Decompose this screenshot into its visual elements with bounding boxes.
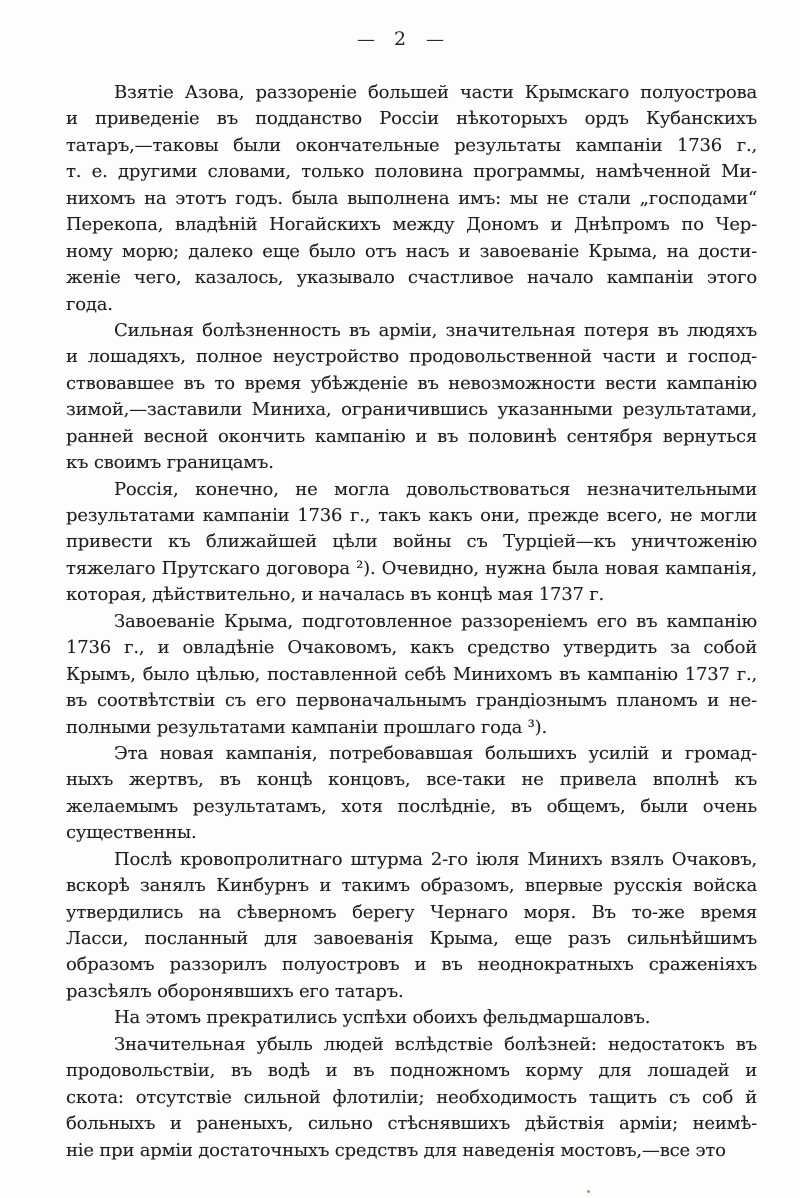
ink-speck	[587, 1190, 590, 1193]
text-line: и приведеніе въ подданство Россіи нѣкоторыхъ ордъ Кубанскихъ	[66, 108, 757, 130]
text-line: Послѣ кровопролитнаго штурма 2-го іюля Минихъ взялъ Очаковъ,	[114, 848, 757, 870]
text-line: утвердились на сѣверномъ берегу Чернаго моря. Въ то-же время	[66, 901, 757, 923]
text-line: существенны.	[66, 822, 197, 844]
text-line: разсѣялъ оборонявшихъ его татаръ.	[66, 980, 404, 1002]
paragraph	[66, 609, 757, 741]
text-line: Эта новая кампанія, потребовавшая большихъ усилій и громад-	[114, 742, 757, 764]
paragraph	[66, 741, 757, 847]
paragraph	[66, 80, 757, 318]
text-line: Сильная болѣзненность въ арміи, значительная потеря въ людяхъ	[114, 319, 757, 341]
text-line: тяжелаго Прутскаго договора ²). Очевидно, нужна была новая кампанія,	[66, 557, 757, 579]
page-text	[66, 80, 757, 1164]
text-line: ныхъ жертвъ, въ концѣ концовъ, все-таки не привела вполнѣ къ	[66, 769, 757, 791]
text-line: женіе чего, казалось, указывало счастливое начало кампаніи этого	[66, 267, 757, 289]
paragraph	[66, 1005, 757, 1031]
text-line: Крымъ, было цѣлью, поставленной себѣ Минихомъ въ кампанію 1737 г.,	[66, 663, 757, 685]
text-line: продовольствіи, въ водѣ и въ подножномъ корму для лошадей и	[66, 1060, 757, 1082]
text-line: татаръ,—таковы были окончательные результаты кампаніи 1736 г.,	[66, 134, 757, 156]
text-line: 1736 г., и овладѣніе Очаковомъ, какъ средство утвердить за собой	[66, 637, 757, 659]
page-number: 2	[393, 28, 407, 50]
paragraph	[66, 318, 757, 477]
text-line: полными результатами кампаніи прошлаго года ³).	[66, 716, 548, 738]
text-line: результатами кампаніи 1736 г., такъ какъ они, прежде всего, не могли	[66, 505, 757, 526]
text-line: Ласси, посланный для завоеванія Крыма, еще разъ сильнѣйшимъ	[66, 928, 757, 949]
text-line: На этомъ прекратились успѣхи обоихъ фельдмаршаловъ.	[114, 1007, 651, 1029]
text-line: скота: отсутствіе сильной флотиліи; необходимость тащить съ соб й	[66, 1086, 757, 1108]
header-left-dash: —	[356, 29, 374, 50]
text-line: къ своимъ границамъ.	[66, 452, 274, 474]
paragraph	[66, 847, 757, 1006]
paragraph	[66, 477, 757, 609]
text-line: зимой,—заставили Миниха, ограничившись указанными результатами,	[66, 399, 757, 421]
text-line: Значительная убыль людей вслѣдствіе болѣзней: недостатокъ въ	[114, 1033, 757, 1055]
text-line: больныхъ и раненыхъ, сильно стѣснявшихъ дѣйствія арміи; неимѣ-	[66, 1113, 757, 1135]
text-line: ному морю; далеко еще было отъ насъ и завоеваніе Крыма, на дости-	[66, 240, 757, 262]
text-line: т. е. другими словами, только половина программы, намѣченной Ми-	[66, 161, 757, 183]
text-line: и лошадяхъ, полное неустройство продовольственной части и господ-	[66, 346, 757, 368]
header-right-dash: —	[426, 29, 444, 50]
text-line: Перекопа, владѣній Ногайскихъ между Дономъ и Днѣпромъ по Чер-	[66, 214, 757, 236]
text-line: желаемымъ результатамъ, хотя послѣдніе, въ общемъ, были очень	[66, 795, 757, 817]
text-line: которая, дѣйствительно, и началась въ концѣ мая 1737 г.	[66, 584, 605, 606]
text-line: года.	[66, 293, 113, 315]
running-head	[0, 28, 800, 50]
text-line: образомъ раззорилъ полуостровъ и въ неоднократныхъ сраженіяхъ	[66, 954, 757, 976]
text-line: Россія, конечно, не могла довольствоваться незначительными	[114, 478, 757, 500]
text-line: Завоеваніе Крыма, подготовленное раззореніемъ его въ кампанію	[114, 610, 757, 632]
text-line: вскорѣ занялъ Кинбурнъ и такимъ образомъ, впервые русскія войска	[66, 875, 757, 897]
text-line: ніе при арміи достаточныхъ средствъ для наведенія мостовъ,—все это	[66, 1139, 726, 1161]
text-line: ранней весной окончить кампанію и въ половинѣ сентября вернуться	[66, 425, 757, 447]
text-line: привести къ ближайшей цѣли войны съ Турціей—къ уничтоженію	[66, 531, 757, 553]
text-line: нихомъ на этотъ годъ. была выполнена имъ: мы не стали „господами“	[66, 187, 757, 209]
text-line: въ соотвѣтствіи съ его первоначальнымъ грандіознымъ планомъ и не-	[66, 690, 757, 712]
paragraph	[66, 1032, 757, 1164]
text-line: Взятіе Азова, раззореніе большей части Крымскаго полуострова	[114, 82, 757, 103]
text-line: ствовавшее въ то время убѣжденіе въ невозможности вести кампанію	[66, 372, 757, 394]
